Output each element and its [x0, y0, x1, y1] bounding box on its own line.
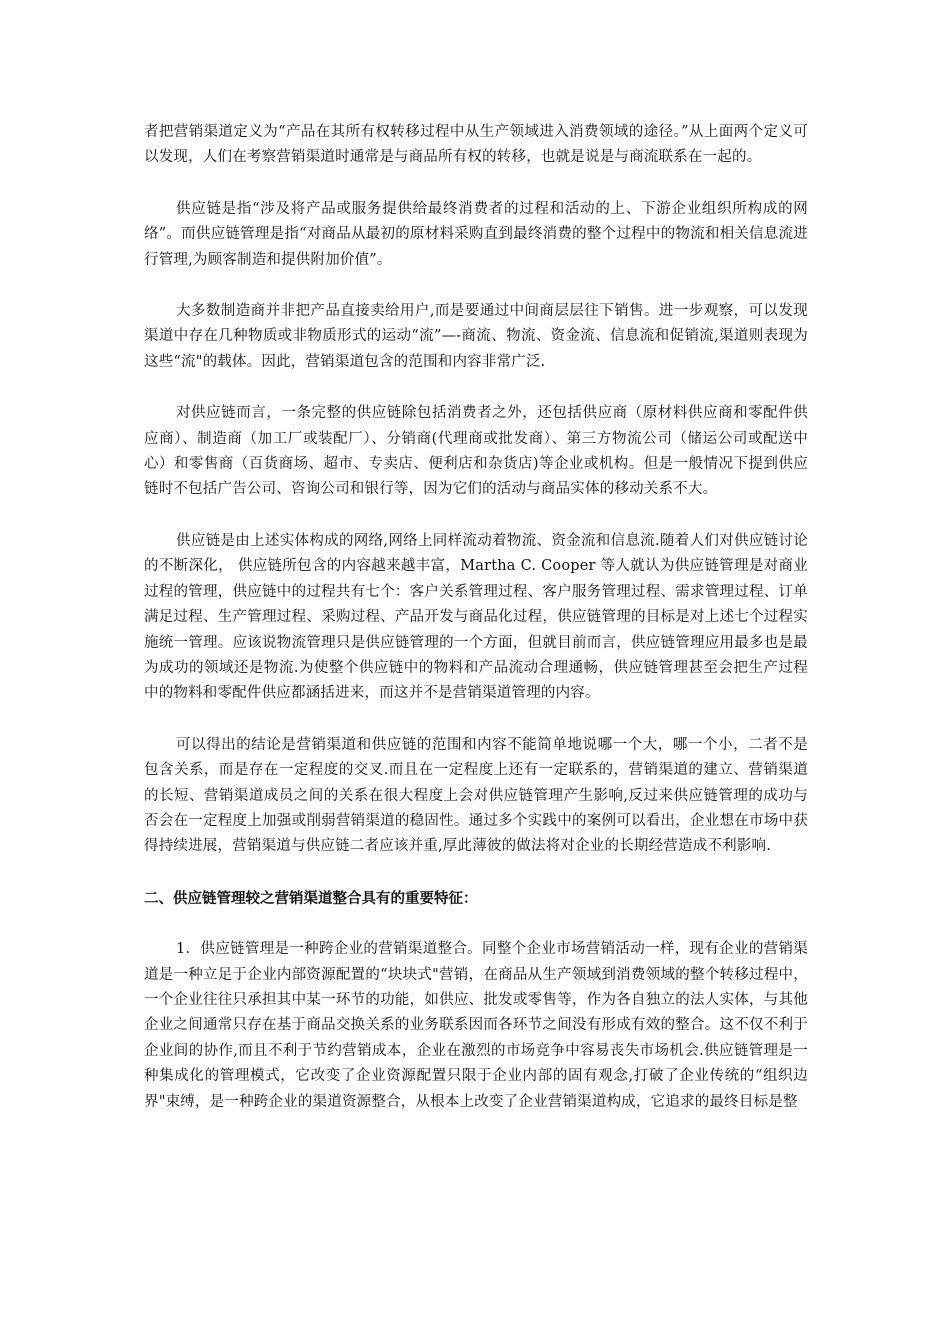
paragraph-4: 对供应链而言，一条完整的供应链除包括消费者之外，还包括供应商（原材料供应商和零配件供应商）、制造商（加工厂或装配厂）、分销商(代理商或批发商）、第三方物流公司（储运公司或配送中心）和零售商（百货商场、超市、专卖店、便利店和杂货店)等企业或机构。但是一般情况下提到供应链时不包括广告公司、咨询公司和银行等，因为它们的活动与商品实体的移动关系不大。: [144, 405, 808, 498]
paragraph-2: 供应链是指“涉及将产品或服务提供给最终消费者的过程和活动的上、下游企业组织所构成的网络”。而供应链管理是指“对商品从最初的原材料采购直到最终消费的整个过程中的物流和相关信息流进行管理,为顾客制造和提供附加价值”。: [144, 200, 808, 268]
paragraph-6: 可以得出的结论是营销渠道和供应链的范围和内容不能简单地说哪一个大，哪一个小，二者不是包含关系，而是存在一定程度的交叉.而且在一定程度上还有一定联系的，营销渠道的建立、营销渠道的长短、营销渠道成员之间的关系在很大程度上会对供应链管理产生影响,反过来供应链管理的成功与否会在一定程度上加强或削弱营销渠道的稳固性。通过多个实践中的案例可以看出，企业想在市场中获得持续进展，营销渠道与供应链二者应该并重,厚此薄彼的做法将对企业的长期经营造成不利影响.: [144, 736, 808, 855]
paragraph-5: 供应链是由上述实体构成的网络,网络上同样流动着物流、资金流和信息流.随着人们对供应链讨论的不断深化， 供应链所包含的内容越来越丰富，Martha C. Cooper 等人就认为供应链管理是对商业过程的管理，供应链中的过程共有七个：客户关系管理过程、客户服务管理过程、需求管理过程、订单满足过程、生产管理过程、采购过程、产品开发与商品化过程，供应链管理的目标是对上述七个过程实施统一管理。应该说物流管理只是供应链管理的一个方面，但就目前而言，供应链管理应用最多也是最为成功的领域还是物流.为使整个供应链中的物料和产品流动合理通畅，供应链管理甚至会把生产过程中的物料和零配件供应都涵括进来，而这并不是营销渠道管理的内容。: [144, 532, 808, 702]
document-page: [144, 120, 808, 1141]
paragraph-7: 1．供应链管理是一种跨企业的营销渠道整合。同整个企业市场营销活动一样，现有企业的营销渠道是一种立足于企业内部资源配置的“块块式"营销，在商品从生产领域到消费领域的整个转移过程中，一个企业往往只承担其中某一环节的功能，如供应、批发或零售等，作为各自独立的法人实体，与其他企业之间通常只存在基于商品交换关系的业务联系因而各环节之间没有形成有效的整合。这不仅不利于企业间的协作,而且不利于节约营销成本，企业在激烈的市场竞争中容易丧失市场机会.供应链管理是一种集成化的管理模式，它改变了企业资源配置只限于企业内部的固有观念,打破了企业传统的“组织边界"束缚，是一种跨企业的渠道资源整合，从根本上改变了企业营销渠道构成，它追求的最终目标是整: [144, 941, 808, 1110]
paragraph-3: 大多数制造商并非把产品直接卖给用户,而是要通过中间商层层往下销售。进一步观察，可以发现渠道中存在几种物质或非物质形式的运动“流”—-商流、物流、资金流、信息流和促销流,渠道则表现为这些“流"的载体。因此，营销渠道包含的范围和内容非常广泛.: [144, 303, 808, 370]
section-heading: 二、供应链管理较之营销渠道整合具有的重要特征：: [144, 889, 478, 907]
paragraph-1: 者把营销渠道定义为“产品在其所有权转移过程中从生产领域进入消费领域的途径。”从上面两个定义可以发现，人们在考察营销渠道时通常是与商品所有权的转移，也就是说是与商流联系在一起的。: [144, 124, 808, 166]
